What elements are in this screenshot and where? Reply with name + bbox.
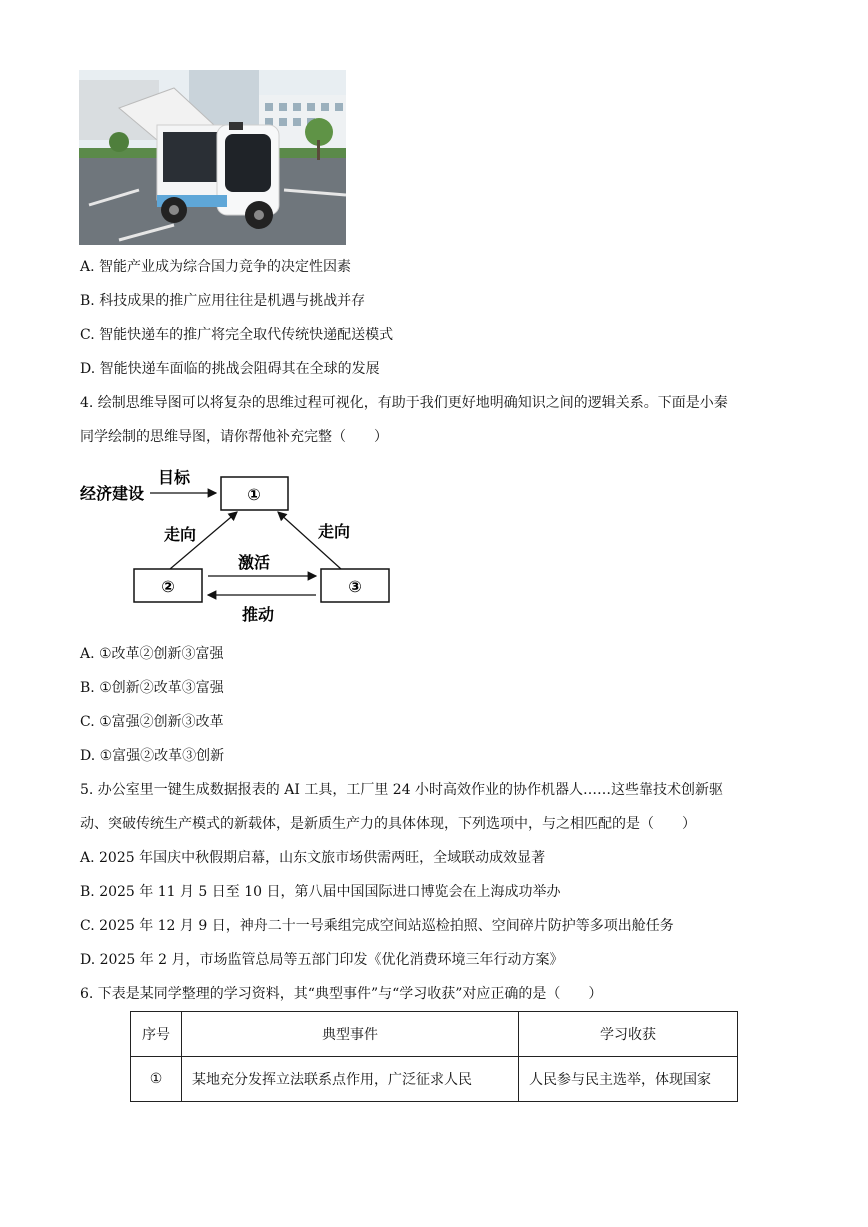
q3-option-a: A. 智能产业成为综合国力竞争的决定性因素: [80, 259, 352, 275]
row-gain: 人民参与民主选举，体现国家: [519, 1057, 738, 1102]
q4-stem-line1: 4. 绘制思维导图可以将复杂的思维过程可视化，有助于我们更好地明确知识之间的逻辑关系。下面是小秦: [80, 395, 728, 411]
header-gain: 学习收获: [519, 1012, 738, 1057]
right-direction-label: 走向: [318, 522, 351, 541]
row-index: ①: [131, 1057, 182, 1102]
header-event: 典型事件: [182, 1012, 519, 1057]
q5-stem-line2: 动、突破传统生产模式的新载体，是新质生产力的具体体现，下列选项中，与之相匹配的是（ ）: [80, 816, 696, 832]
q5-stem-line1: 5. 办公室里一键生成数据报表的 AI 工具，工厂里 24 小时高效作业的协作机器人……这些靠技术创新驱: [80, 782, 724, 798]
box-1-label: ①: [247, 485, 261, 504]
q5-option-a: A. 2025 年国庆中秋假期启幕，山东文旅市场供需两旺，全域联动成效显著: [80, 850, 546, 866]
promote-label: 推动: [242, 605, 275, 624]
study-table: [130, 1011, 738, 1102]
economy-label: 经济建设: [80, 484, 145, 503]
left-direction-label: 走向: [164, 525, 197, 544]
q4-stem-line2: 同学绘制的思维导图，请你帮他补充完整（ ）: [80, 429, 388, 445]
row-event: 某地充分发挥立法联系点作用，广泛征求人民: [182, 1057, 519, 1102]
q4-option-c: C. ①富强②创新③改革: [80, 714, 224, 730]
q5-option-b: B. 2025 年 11 月 5 日至 10 日，第八届中国国际进口博览会在上海成功举办: [80, 884, 561, 900]
q4-option-a: A. ①改革②创新③富强: [80, 646, 224, 662]
box-2-label: ②: [161, 577, 175, 596]
table-header-row: [131, 1012, 738, 1057]
q3-option-b: B. 科技成果的推广应用往往是机遇与挑战并存: [80, 293, 366, 309]
goal-label: 目标: [158, 468, 191, 487]
header-index: 序号: [131, 1012, 182, 1057]
q4-option-b: B. ①创新②改革③富强: [80, 680, 224, 696]
q3-option-d: D. 智能快递车面临的挑战会阻碍其在全球的发展: [80, 361, 380, 377]
q5-option-c: C. 2025 年 12 月 9 日，神舟二十一号乘组完成空间站巡检拍照、空间碎片防护等多项出舱任务: [80, 918, 674, 934]
box-3-label: ③: [348, 577, 362, 596]
q6-stem: 6. 下表是某同学整理的学习资料，其“典型事件”与“学习收获”对应正确的是（ ）: [80, 986, 603, 1002]
activate-label: 激活: [238, 553, 271, 572]
table-row: [131, 1057, 738, 1102]
delivery-vehicle-photo: [79, 70, 346, 245]
q3-option-c: C. 智能快递车的推广将完全取代传统快递配送模式: [80, 327, 394, 343]
mind-map-diagram: [70, 462, 410, 636]
q4-option-d: D. ①富强②改革③创新: [80, 748, 225, 764]
q5-option-d: D. 2025 年 2 月，市场监管总局等五部门印发《优化消费环境三年行动方案》: [80, 952, 564, 968]
